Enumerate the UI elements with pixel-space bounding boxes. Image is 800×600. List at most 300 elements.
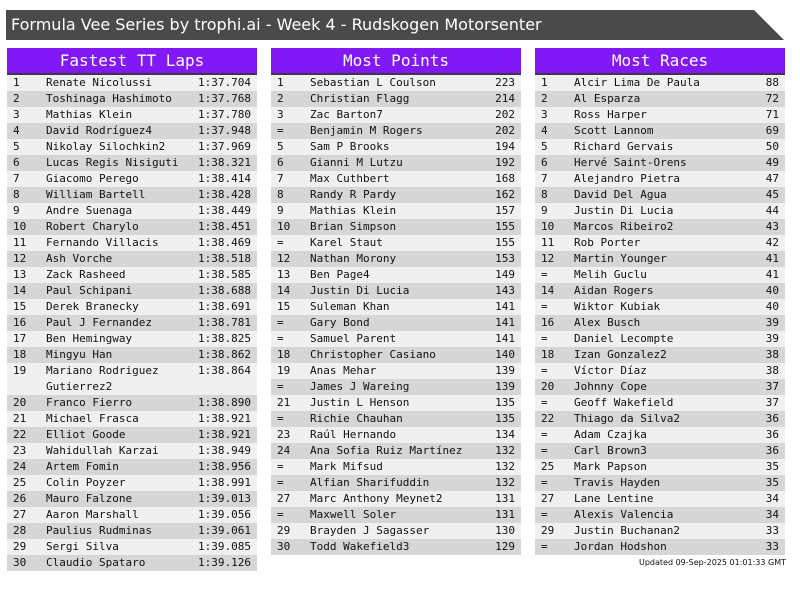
row-rank: 17 xyxy=(13,332,27,345)
row-name: Ben Hemingway xyxy=(46,332,133,345)
table-row xyxy=(535,283,785,299)
row-value: 141 xyxy=(495,332,515,345)
row-value: 1:38.414 xyxy=(198,172,251,185)
row-name: Elliot Goode xyxy=(46,428,126,441)
panel-title: Most Races xyxy=(535,48,785,75)
leaderboard-list xyxy=(535,75,785,555)
table-row xyxy=(535,235,785,251)
table-row xyxy=(535,75,785,91)
table-row xyxy=(7,283,257,299)
row-name: Randy R Pardy xyxy=(310,188,397,201)
row-value: 35 xyxy=(765,476,779,489)
table-row xyxy=(7,139,257,155)
row-rank: 27 xyxy=(13,508,27,521)
row-name: Martin Younger xyxy=(574,252,667,265)
row-name: Todd Wakefield3 xyxy=(310,540,410,553)
row-value: 132 xyxy=(495,476,515,489)
row-rank: 13 xyxy=(13,268,27,281)
row-name: Geoff Wakefield xyxy=(574,396,674,409)
row-name: Raúl Hernando xyxy=(310,428,397,441)
row-value: 34 xyxy=(765,492,779,505)
table-row xyxy=(7,203,257,219)
row-value: 135 xyxy=(495,396,515,409)
row-name: Richie Chauhan xyxy=(310,412,403,425)
table-row xyxy=(535,539,785,555)
row-rank: 19 xyxy=(13,364,27,377)
row-rank: 18 xyxy=(277,348,291,361)
row-rank: 23 xyxy=(13,444,27,457)
row-name: David Del Agua xyxy=(574,188,667,201)
row-rank: = xyxy=(541,364,548,377)
row-rank: 21 xyxy=(13,412,27,425)
table-row xyxy=(7,475,257,491)
row-name: Richard Gervais xyxy=(574,140,674,153)
table-row xyxy=(271,443,521,459)
row-value: 35 xyxy=(765,460,779,473)
row-name: Justin L Henson xyxy=(310,396,410,409)
row-rank: 15 xyxy=(13,300,27,313)
row-value: 43 xyxy=(765,220,779,233)
row-rank: 12 xyxy=(13,252,27,265)
row-value: 1:37.704 xyxy=(198,76,251,89)
table-row xyxy=(535,427,785,443)
row-rank: 11 xyxy=(541,236,555,249)
table-row xyxy=(535,379,785,395)
table-row xyxy=(535,187,785,203)
row-rank: = xyxy=(541,540,548,553)
row-name: Ash Vorche xyxy=(46,252,113,265)
row-name: Mathias Klein xyxy=(46,108,133,121)
table-row xyxy=(271,475,521,491)
row-name: Mark Papson xyxy=(574,460,647,473)
table-row xyxy=(7,331,257,347)
row-name: Izan Gonzalez2 xyxy=(574,348,667,361)
row-name: Anas Mehar xyxy=(310,364,377,377)
table-row xyxy=(535,171,785,187)
row-value: 1:38.949 xyxy=(198,444,251,457)
row-name: Christian Flagg xyxy=(310,92,410,105)
row-value: 194 xyxy=(495,140,515,153)
row-rank: = xyxy=(277,412,284,425)
row-value: 39 xyxy=(765,332,779,345)
row-name: Karel Staut xyxy=(310,236,383,249)
table-row xyxy=(7,347,257,363)
row-rank: 5 xyxy=(541,140,548,153)
row-value: 45 xyxy=(765,188,779,201)
table-row xyxy=(7,459,257,475)
row-name: Alfian Sharifuddin xyxy=(310,476,430,489)
table-row xyxy=(535,411,785,427)
row-value: 37 xyxy=(765,396,779,409)
row-value: 192 xyxy=(495,156,515,169)
table-row xyxy=(7,187,257,203)
row-name: Travis Hayden xyxy=(574,476,661,489)
table-row xyxy=(271,395,521,411)
row-rank: 7 xyxy=(277,172,284,185)
table-row xyxy=(535,507,785,523)
row-name: Robert Charylo xyxy=(46,220,139,233)
row-rank: 30 xyxy=(277,540,291,553)
row-rank: 10 xyxy=(13,220,27,233)
row-name: Scott Lannom xyxy=(574,124,654,137)
row-name: Maxwell Soler xyxy=(310,508,397,521)
table-row xyxy=(535,107,785,123)
row-value: 1:38.864 xyxy=(198,364,251,377)
row-name: Christopher Casiano xyxy=(310,348,436,361)
row-rank: 24 xyxy=(277,444,291,457)
row-name: Wiktor Kubiak xyxy=(574,300,661,313)
row-rank: 2 xyxy=(13,92,20,105)
row-name: Zac Barton7 xyxy=(310,108,383,121)
table-row xyxy=(7,523,257,539)
row-value: 1:37.948 xyxy=(198,124,251,137)
row-name: Thiago da Silva2 xyxy=(574,412,680,425)
row-name: Sebastian L Coulson xyxy=(310,76,436,89)
row-rank: 8 xyxy=(13,188,20,201)
row-value: 1:38.991 xyxy=(198,476,251,489)
row-rank: = xyxy=(277,460,284,473)
row-value: 132 xyxy=(495,460,515,473)
table-row xyxy=(535,331,785,347)
table-row xyxy=(7,251,257,267)
table-row xyxy=(7,267,257,283)
row-name: Alexis Valencia xyxy=(574,508,674,521)
row-value: 1:38.890 xyxy=(198,396,251,409)
row-name: Paulius Rudminas xyxy=(46,524,152,537)
row-rank: 5 xyxy=(277,140,284,153)
row-value: 141 xyxy=(495,300,515,313)
row-name: Renate Nicolussi xyxy=(46,76,152,89)
row-name: Sergi Silva xyxy=(46,540,119,553)
row-rank: 14 xyxy=(541,284,555,297)
row-name: Carl Brown3 xyxy=(574,444,647,457)
row-value: 139 xyxy=(495,364,515,377)
row-value: 1:38.781 xyxy=(198,316,251,329)
row-rank: 21 xyxy=(277,396,291,409)
row-rank: = xyxy=(277,332,284,345)
row-name: Marcos Ribeiro2 xyxy=(574,220,674,233)
row-value: 132 xyxy=(495,444,515,457)
row-value: 88 xyxy=(765,76,779,89)
row-name: Alcir Lima De Paula xyxy=(574,76,700,89)
row-rank: 18 xyxy=(13,348,27,361)
row-rank: 27 xyxy=(277,492,291,505)
row-name: James J Wareing xyxy=(310,380,410,393)
row-value: 1:38.688 xyxy=(198,284,251,297)
row-name: Al Esparza xyxy=(574,92,641,105)
row-value: 1:37.768 xyxy=(198,92,251,105)
row-name: Gianni M Lutzu xyxy=(310,156,403,169)
row-rank: 30 xyxy=(13,556,27,569)
row-rank: = xyxy=(541,508,548,521)
row-value: 72 xyxy=(765,92,779,105)
row-value: 36 xyxy=(765,428,779,441)
row-rank: = xyxy=(541,476,548,489)
row-value: 202 xyxy=(495,108,515,121)
row-value: 1:39.085 xyxy=(198,540,251,553)
row-rank: 9 xyxy=(541,204,548,217)
row-name: Mathias Klein xyxy=(310,204,397,217)
row-rank: 9 xyxy=(13,204,20,217)
row-value: 153 xyxy=(495,252,515,265)
table-row xyxy=(535,491,785,507)
page-banner xyxy=(6,10,784,40)
panel-title: Fastest TT Laps xyxy=(7,48,257,75)
table-row xyxy=(271,251,521,267)
row-value: 1:38.451 xyxy=(198,220,251,233)
row-name: Justin Di Lucia xyxy=(574,204,674,217)
row-rank: 24 xyxy=(13,460,27,473)
row-value: 44 xyxy=(765,204,779,217)
row-rank: 3 xyxy=(13,108,20,121)
row-value: 36 xyxy=(765,444,779,457)
row-value: 1:38.862 xyxy=(198,348,251,361)
row-value: 41 xyxy=(765,252,779,265)
table-row xyxy=(271,539,521,555)
row-value: 1:38.518 xyxy=(198,252,251,265)
row-rank: 11 xyxy=(13,236,27,249)
row-rank: = xyxy=(541,300,548,313)
row-name: Andre Suenaga xyxy=(46,204,133,217)
row-rank: 29 xyxy=(13,540,27,553)
table-row xyxy=(271,75,521,91)
row-value: 40 xyxy=(765,300,779,313)
row-name: Benjamin M Rogers xyxy=(310,124,423,137)
row-name: Max Cuthbert xyxy=(310,172,390,185)
row-name: Samuel Parent xyxy=(310,332,397,345)
table-row xyxy=(535,459,785,475)
row-rank: 29 xyxy=(541,524,555,537)
row-rank: = xyxy=(541,396,548,409)
table-row xyxy=(7,491,257,507)
row-name: Rob Porter xyxy=(574,236,641,249)
row-value: 168 xyxy=(495,172,515,185)
row-rank: = xyxy=(541,428,548,441)
row-rank: 14 xyxy=(277,284,291,297)
row-name: David Rodríguez4 xyxy=(46,124,152,137)
row-name: Mauro Falzone xyxy=(46,492,133,505)
row-value: 40 xyxy=(765,284,779,297)
row-rank: 18 xyxy=(541,348,555,361)
row-name: Lane Lentine xyxy=(574,492,654,505)
row-name: Sam P Brooks xyxy=(310,140,390,153)
row-rank: 6 xyxy=(541,156,548,169)
row-rank: 23 xyxy=(277,428,291,441)
row-rank: 6 xyxy=(277,156,284,169)
row-rank: 3 xyxy=(277,108,284,121)
table-row xyxy=(7,171,257,187)
table-row xyxy=(7,395,257,411)
row-value: 39 xyxy=(765,316,779,329)
row-rank: 1 xyxy=(13,76,20,89)
row-value: 143 xyxy=(495,284,515,297)
row-name: Aaron Marshall xyxy=(46,508,139,521)
row-rank: 12 xyxy=(541,252,555,265)
row-name: Johnny Cope xyxy=(574,380,647,393)
row-value: 1:38.921 xyxy=(198,428,251,441)
row-rank: 12 xyxy=(277,252,291,265)
table-row xyxy=(271,379,521,395)
table-row xyxy=(7,427,257,443)
row-name: Alex Busch xyxy=(574,316,641,329)
row-value: 131 xyxy=(495,492,515,505)
row-rank: 4 xyxy=(541,124,548,137)
row-rank: 19 xyxy=(277,364,291,377)
row-name: Toshinaga Hashimoto xyxy=(46,92,172,105)
row-rank: = xyxy=(541,268,548,281)
row-name: Melih Guclu xyxy=(574,268,647,281)
table-row xyxy=(7,235,257,251)
table-row xyxy=(271,139,521,155)
row-value: 155 xyxy=(495,220,515,233)
row-rank: 10 xyxy=(277,220,291,233)
row-rank: 1 xyxy=(541,76,548,89)
row-rank: 22 xyxy=(13,428,27,441)
row-value: 1:38.585 xyxy=(198,268,251,281)
row-name: Paul Schipani xyxy=(46,284,133,297)
row-name: Víctor Díaz xyxy=(574,364,647,377)
row-name: Ross Harper xyxy=(574,108,647,121)
row-name: Daniel Lecompte xyxy=(574,332,674,345)
row-rank: 29 xyxy=(277,524,291,537)
row-rank: = xyxy=(277,476,284,489)
table-row xyxy=(535,267,785,283)
row-name: Adam Czajka xyxy=(574,428,647,441)
row-name: Lucas Regis Nisiguti xyxy=(46,156,179,169)
leaderboard-list xyxy=(7,75,257,571)
row-name: Michael Frasca xyxy=(46,412,139,425)
table-row xyxy=(535,315,785,331)
row-value: 69 xyxy=(765,124,779,137)
row-value: 140 xyxy=(495,348,515,361)
row-value: 33 xyxy=(765,524,779,537)
table-row xyxy=(7,315,257,331)
row-name: Mingyu Han xyxy=(46,348,113,361)
table-row xyxy=(7,75,257,91)
row-rank: 10 xyxy=(541,220,555,233)
row-value: 135 xyxy=(495,412,515,425)
row-value: 214 xyxy=(495,92,515,105)
row-value: 131 xyxy=(495,508,515,521)
table-row xyxy=(271,203,521,219)
row-rank: 7 xyxy=(541,172,548,185)
table-row xyxy=(271,315,521,331)
row-value: 49 xyxy=(765,156,779,169)
table-row xyxy=(535,123,785,139)
row-rank: = xyxy=(277,508,284,521)
panel-most-points xyxy=(271,48,521,555)
row-name: Gary Bond xyxy=(310,316,370,329)
row-value: 33 xyxy=(765,540,779,553)
row-name: Franco Fierro xyxy=(46,396,133,409)
table-row xyxy=(271,155,521,171)
table-row xyxy=(535,219,785,235)
row-rank: 2 xyxy=(541,92,548,105)
table-row xyxy=(271,347,521,363)
row-rank: 8 xyxy=(541,188,548,201)
row-name: Aidan Rogers xyxy=(574,284,654,297)
row-value: 1:38.428 xyxy=(198,188,251,201)
table-row xyxy=(535,91,785,107)
row-value: 42 xyxy=(765,236,779,249)
row-value: 223 xyxy=(495,76,515,89)
table-row xyxy=(271,331,521,347)
row-rank: 25 xyxy=(13,476,27,489)
table-row xyxy=(271,523,521,539)
panel-title: Most Points xyxy=(271,48,521,75)
table-row xyxy=(7,91,257,107)
row-name: Marc Anthony Meynet2 xyxy=(310,492,443,505)
table-row xyxy=(271,235,521,251)
row-rank: 3 xyxy=(541,108,548,121)
row-value: 1:38.825 xyxy=(198,332,251,345)
row-name: Nathan Morony xyxy=(310,252,397,265)
row-rank: 16 xyxy=(13,316,27,329)
row-value: 129 xyxy=(495,540,515,553)
table-row xyxy=(271,299,521,315)
table-row xyxy=(535,443,785,459)
row-rank: 6 xyxy=(13,156,20,169)
table-row xyxy=(271,267,521,283)
table-row xyxy=(7,363,257,395)
row-value: 1:38.691 xyxy=(198,300,251,313)
row-rank: 4 xyxy=(13,124,20,137)
row-name: Mark Mifsud xyxy=(310,460,383,473)
row-rank: 9 xyxy=(277,204,284,217)
row-value: 202 xyxy=(495,124,515,137)
row-rank: 27 xyxy=(541,492,555,505)
row-rank: = xyxy=(277,236,284,249)
row-value: 1:38.956 xyxy=(198,460,251,473)
row-value: 162 xyxy=(495,188,515,201)
row-name: Zack Rasheed xyxy=(46,268,126,281)
row-rank: 13 xyxy=(277,268,291,281)
row-value: 130 xyxy=(495,524,515,537)
row-value: 36 xyxy=(765,412,779,425)
row-rank: 20 xyxy=(541,380,555,393)
row-rank: 2 xyxy=(277,92,284,105)
row-name: Fernando Villacis xyxy=(46,236,159,249)
row-rank: 5 xyxy=(13,140,20,153)
table-row xyxy=(535,363,785,379)
row-value: 1:38.321 xyxy=(198,156,251,169)
row-name: Giacomo Perego xyxy=(46,172,139,185)
table-row xyxy=(271,363,521,379)
row-rank: = xyxy=(277,316,284,329)
table-row xyxy=(271,507,521,523)
row-name: Ana Sofia Ruiz Martínez xyxy=(310,444,463,457)
row-rank: 26 xyxy=(13,492,27,505)
table-row xyxy=(535,155,785,171)
table-row xyxy=(7,507,257,523)
row-value: 149 xyxy=(495,268,515,281)
row-name: Suleman Khan xyxy=(310,300,390,313)
row-name: Paul J Fernandez xyxy=(46,316,152,329)
row-rank: 1 xyxy=(277,76,284,89)
row-value: 47 xyxy=(765,172,779,185)
row-name: Nikolay Silochkin2 xyxy=(46,140,166,153)
table-row xyxy=(271,219,521,235)
row-rank: = xyxy=(541,444,548,457)
row-value: 1:37.780 xyxy=(198,108,251,121)
row-value: 71 xyxy=(765,108,779,121)
row-name: Claudio Spataro xyxy=(46,556,146,569)
row-rank: 20 xyxy=(13,396,27,409)
row-rank: = xyxy=(541,332,548,345)
table-row xyxy=(271,427,521,443)
table-row xyxy=(271,459,521,475)
row-name: Ben Page4 xyxy=(310,268,370,281)
